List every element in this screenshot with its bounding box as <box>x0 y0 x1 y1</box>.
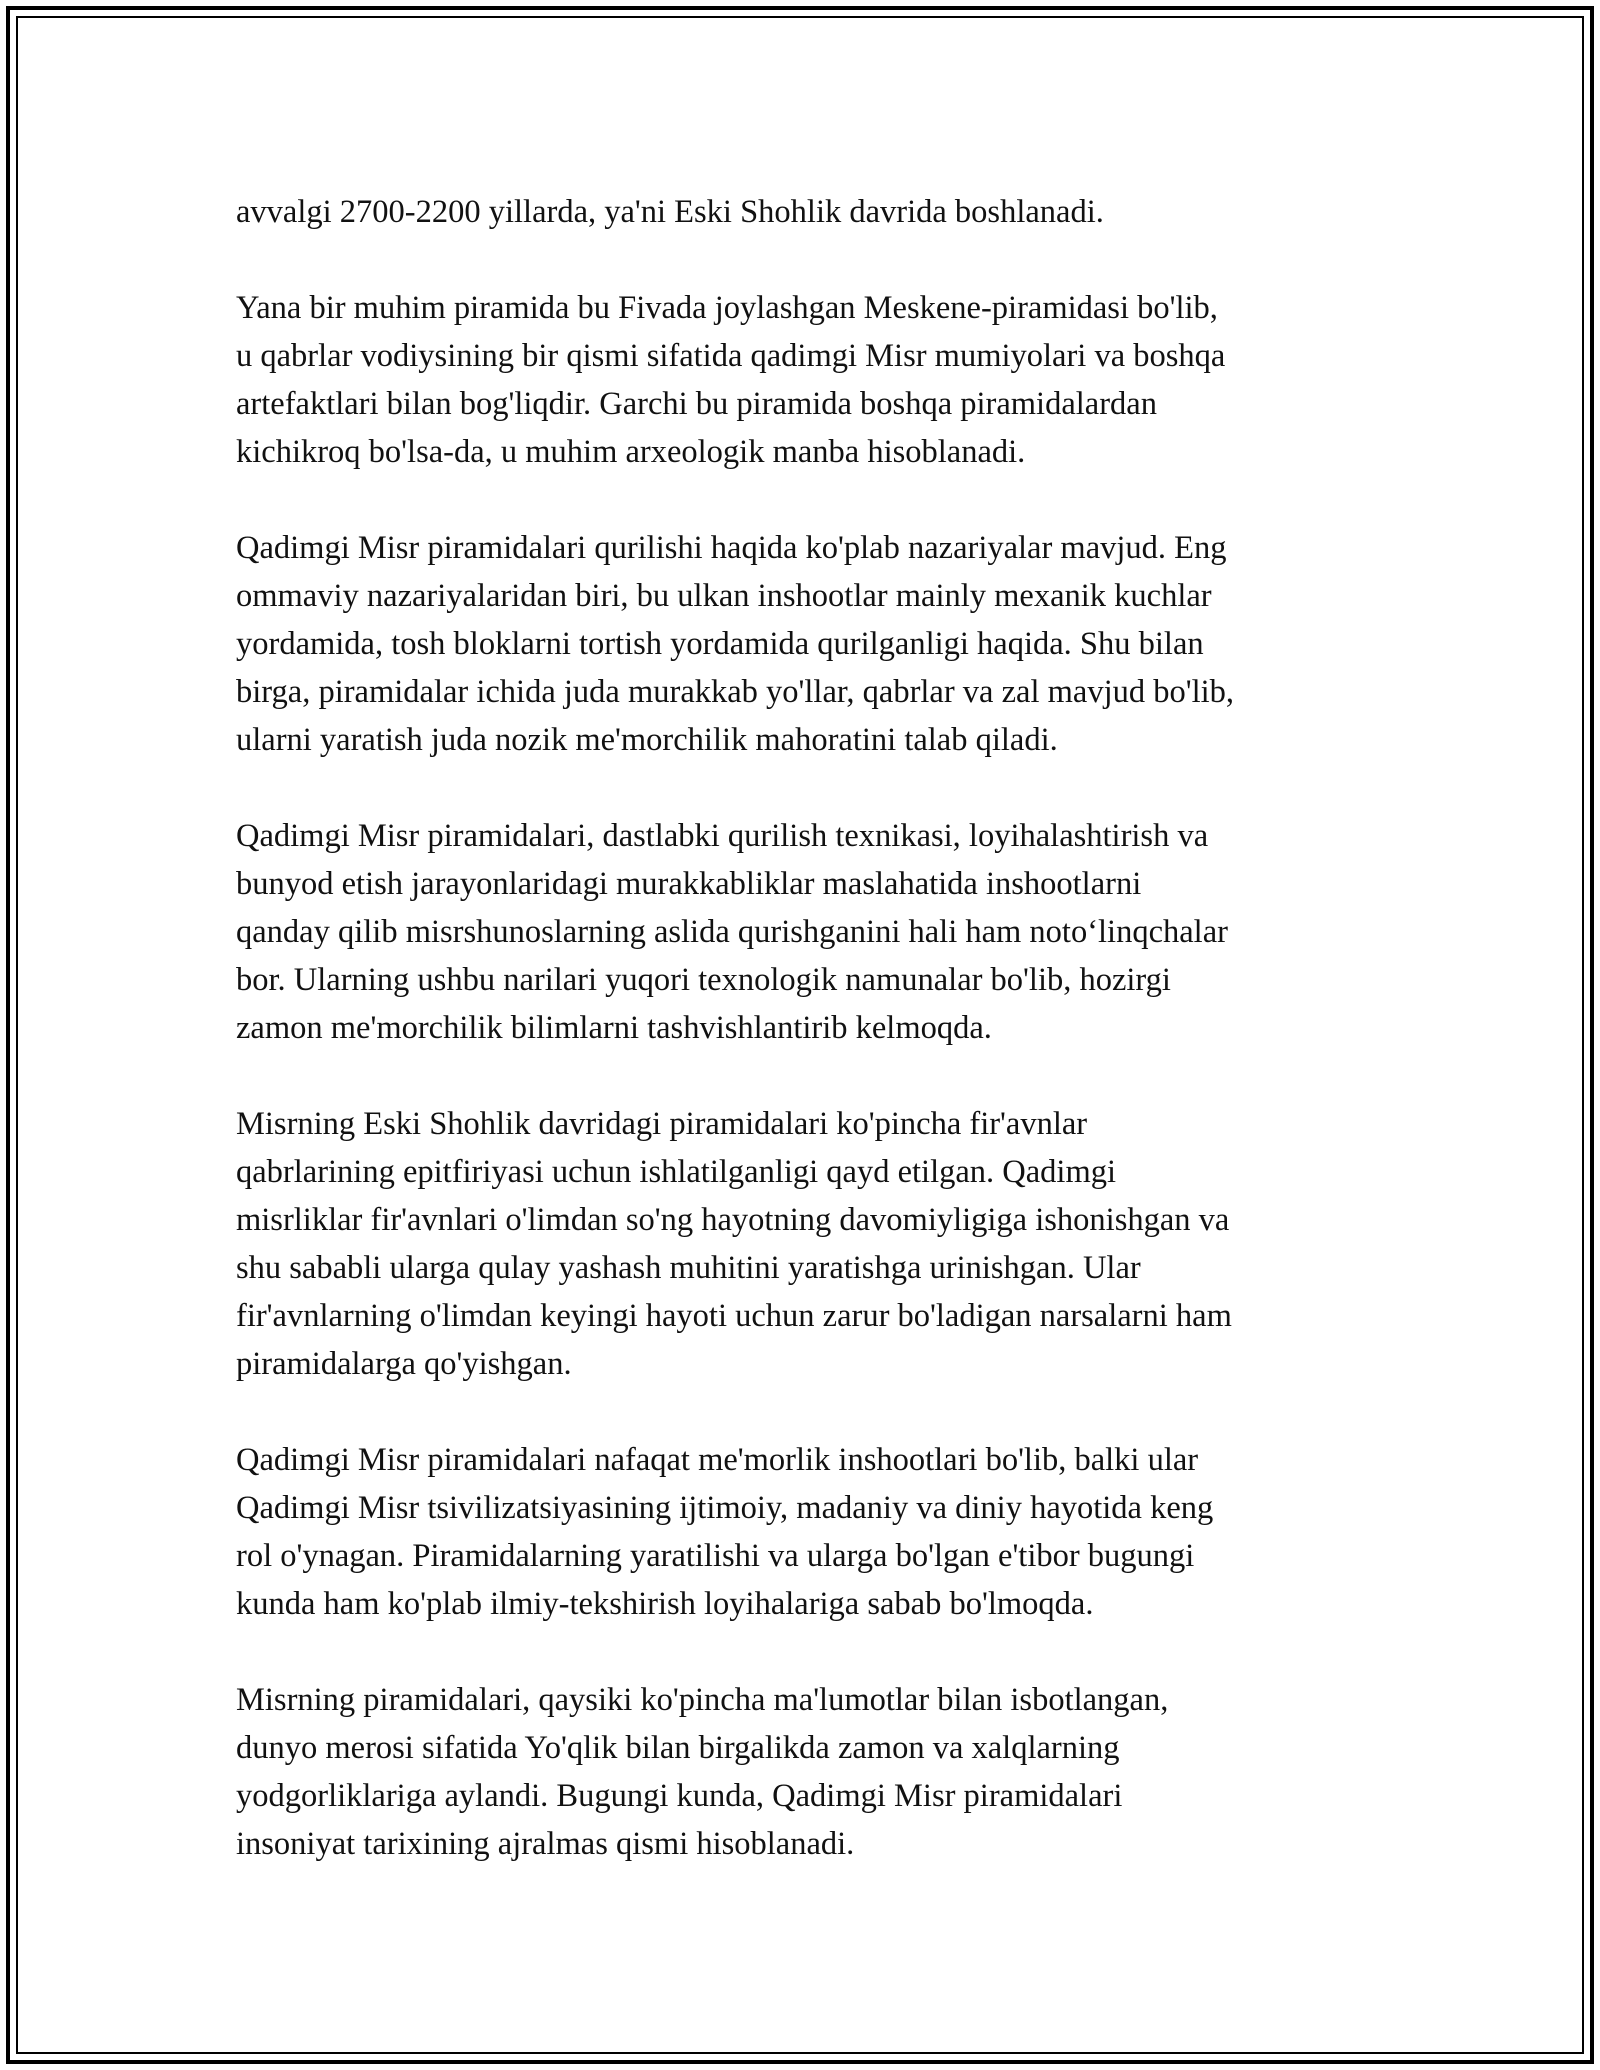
paragraph-6: Qadimgi Misr piramidalari nafaqat me'morlik inshootlari bo'lib, balki ular Qadimgi Misr tsivilizatsiyasining ijtimoiy, madaniy va diniy hayotida keng rol o'ynagan. Piramidalarning yaratilishi va ularga bo'lgan e'tibor bugungi kunda ham ko'plab ilmiy-tekshirish loyihalariga sabab bo'lmoqda. <box>236 1442 1214 1622</box>
paragraph-4: Qadimgi Misr piramidalari, dastlabki qurilish texnikasi, loyihalashtirish va bunyod etish jarayonlaridagi murakkabliklar maslahatida inshootlarni qanday qilib misrshunoslarning aslida qurishganini hali ham noto‘linqchalar bor. Ularning ushbu narilari yuqori texnologik namunalar bo'lib, hozirgi zamon me'morchilik bilimlarni tashvishlantirib kelmoqda. <box>236 818 1228 1046</box>
paragraph-5: Misrning Eski Shohlik davridagi piramidalari ko'pincha fir'avnlar qabrlarining epitfiriyasi uchun ishlatilganligi qayd etilgan. Qadimgi misrliklar fir'avnlari o'limdan so'ng hayotning davomiyligiga ishonishgan va shu sababli ularga qulay yashash muhitini yaratishga urinishgan. Ular fir'avnlarning o'limdan keyingi hayoti uchun zarur bo'ladigan narsalarni ham piramidalarga qo'yishgan. <box>236 1106 1232 1382</box>
document-body <box>236 188 1376 1916</box>
paragraph-2: Yana bir muhim piramida bu Fivada joylashgan Meskene-piramidasi bo'lib, u qabrlar vodiysining bir qismi sifatida qadimgi Misr mumiyolari va boshqa artefaktlari bilan bog'liqdir. Garchi bu piramida boshqa piramidalardan kichikroq bo'lsa-da, u muhim arxeologik manba hisoblanadi. <box>236 290 1226 470</box>
paragraph-1: avvalgi 2700-2200 yillarda, ya'ni Eski Shohlik davrida boshlanadi. <box>236 194 1104 230</box>
paragraph-3: Qadimgi Misr piramidalari qurilishi haqida ko'plab nazariyalar mavjud. Eng ommaviy nazariyalaridan biri, bu ulkan inshootlar mainly mexanik kuchlar yordamida, tosh bloklarni tortish yordamida qurilganligi haqida. Shu bilan birga, piramidalar ichida juda murakkab yo'llar, qabrlar va zal mavjud bo'lib, ularni yaratish juda nozik me'morchilik mahoratini talab qiladi. <box>236 530 1235 758</box>
paragraph-7: Misrning piramidalari, qaysiki ko'pincha ma'lumotlar bilan isbotlangan, dunyo merosi sifatida Yo'qlik bilan birgalikda zamon va xalqlarning yodgorliklariga aylandi. Bugungi kunda, Qadimgi Misr piramidalari insoniyat tarixining ajralmas qismi hisoblanadi. <box>236 1682 1169 1862</box>
